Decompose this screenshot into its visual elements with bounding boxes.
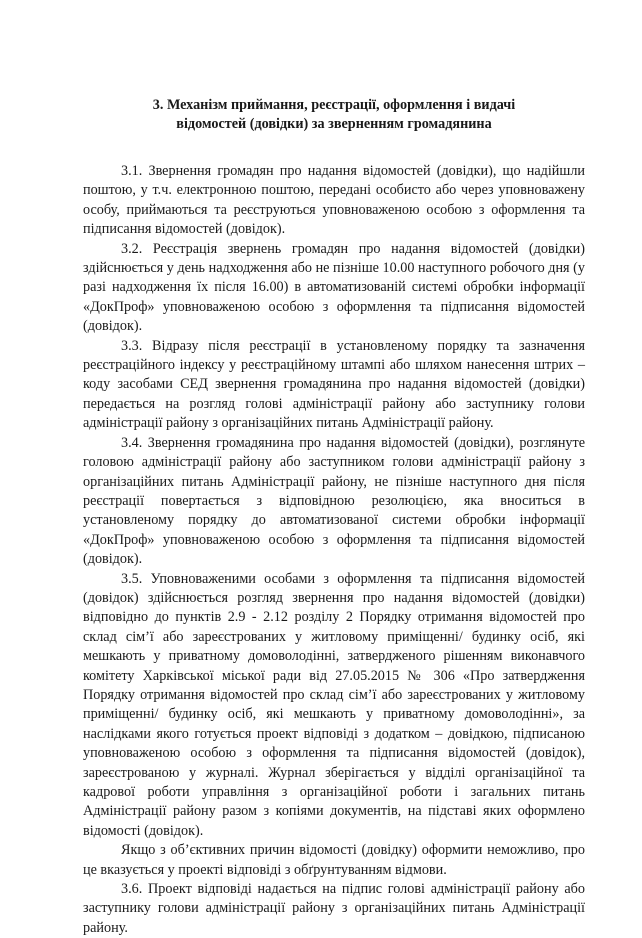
paragraph-3-1: 3.1. Звернення громадян про надання відомостей (довідки), що надійшли поштою, у т.ч. електронною поштою, передані особисто або через уповноважену особу, приймаються та реєструються уповноваженою особою з оформлення та підписання відомостей (довідок). [83,163,585,238]
paragraph-3-6: 3.6. Проект відповіді надається на підпис голові адміністрації району або заступнику голови адміністрації району з організаційних питань Адміністрації району. [83,881,585,936]
section-heading [83,96,585,134]
section-heading-line-1: 3. Механізм приймання, реєстрації, оформлення і видачі [152,97,516,113]
section-heading-line-2: відомостей (довідки) за зверненням громадянина [176,116,492,132]
paragraph-3-4: 3.4. Звернення громадянина про надання відомостей (довідки), розглянуте головою адміністрації району або заступником голови адміністрації району з організаційних питань Адміністрації району, не пізніше наступного дня після реєстрації повертається з відповідною резолюцією, яка вноситься в установленому порядку до автоматизованої системи обробки інформації «ДокПроф» уповноваженою особою з оформлення та підписання відомостей (довідок). [83,434,585,568]
paragraph-refusal-note: Якщо з об’єктивних причин відомості (довідку) оформити неможливо, про це вказується у проекті відповіді з обґрунтуванням відмови. [83,842,585,878]
paragraph-3-3: 3.3. Відразу після реєстрації в установленому порядку та зазначення реєстраційного індексу у реєстраційному штампі або шляхом нанесення штрих – коду засобами СЕД звернення громадянина про надання відомостей (довідки) передається на розгляд голові адміністрації району або заступнику голови адміністрації району з організаційних питань Адміністрації району. [83,337,585,432]
paragraph-3-5: 3.5. Уповноваженими особами з оформлення та підписання відомостей (довідок) здійснюється розгляд звернення про надання відомостей (довідки) відповідно до пунктів 2.9 - 2.12 розділу 2 Порядку отримання відомостей про склад сім’ї або зареєстрованих у житловому приміщенні/ будинку осіб, які мешкають у приватному домоволодінні, затвердженого рішенням виконавчого комітету Харківської міської ради від 27.05.2015 № 306 «Про затвердження Порядку отримання відомостей про склад сім’ї або зареєстрованих у житловому приміщенні/ будинку осіб, які мешкають у приватному домоволодінні», за наслідками якого готується проект відповіді з додатком – довідкою, підписаною уповноваженою особою з оформлення та підписання відомостей (довідок), зареєстрованою у журналі. Журнал зберігається у відділі організаційної та кадрової роботи управління з організаційної роботи і загальних питань Адміністрації району разом з копіями документів, на підставі яких оформлено відомості (довідок). [83,570,585,839]
paragraph-3-2: 3.2. Реєстрація звернень громадян про надання відомостей (довідки) здійснюється у день надходження або не пізніше 10.00 наступного робочого дня (у разі надходження їх після 16.00) в автоматизованій системі обробки інформації «ДокПроф» уповноваженою особою з оформлення та підписання відомостей (довідок). [83,240,585,335]
